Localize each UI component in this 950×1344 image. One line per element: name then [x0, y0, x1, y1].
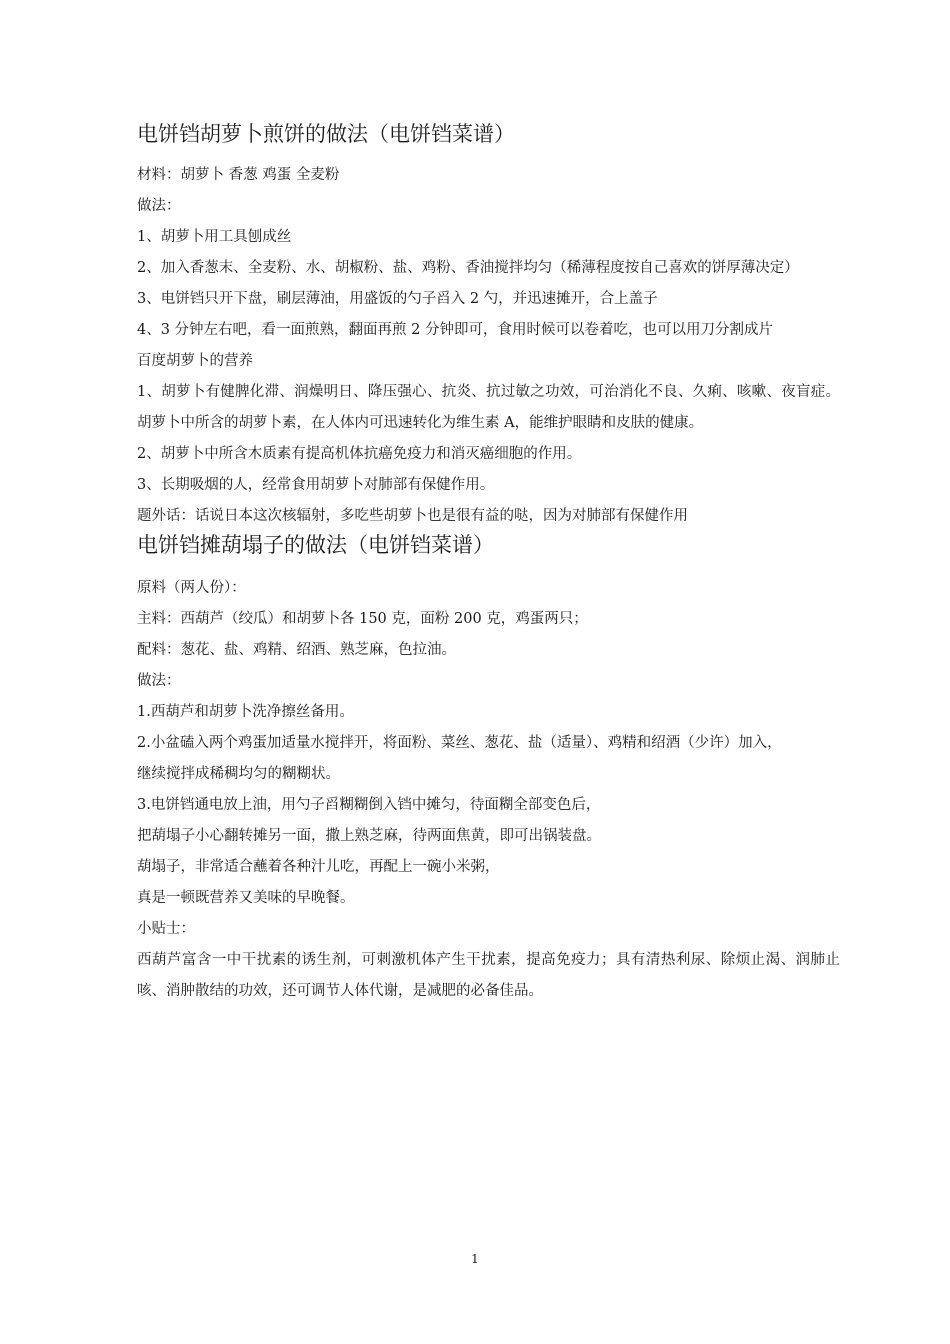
recipe2-line-6: 葫塌子，非常适合蘸着各种汁儿吃，再配上一碗小米粥， — [137, 859, 500, 875]
recipe1-title: 电饼铛胡萝卜煎饼的做法（电饼铛菜谱） — [137, 122, 515, 146]
recipe2-tips-label: 小贴士： — [137, 921, 195, 937]
page-number: 1 — [471, 1252, 479, 1266]
recipe2-line-2: 2.小盆磕入两个鸡蛋加适量水搅拌开，将面粉、菜丝、葱花、盐（适量）、鸡精和绍酒（少许）加入， — [137, 735, 782, 751]
recipe2-line-7: 真是一顿既营养又美味的早晚餐。 — [137, 890, 355, 906]
recipe2-main-ingredients: 主料：西葫芦（绞瓜）和胡萝卜各 150 克，面粉 200 克，鸡蛋两只； — [137, 611, 588, 627]
recipe2-ingredients-label: 原料（两人份）： — [137, 580, 246, 596]
recipe2-side-ingredients: 配料：葱花、盐、鸡精、绍酒、熟芝麻，色拉油。 — [137, 642, 456, 658]
recipe1-aside: 题外话：话说日本这次核辐射，多吃些胡萝卜也是很有益的哒，因为对肺部有保健作用 — [137, 508, 688, 524]
recipe1-step-1: 1、胡萝卜用工具刨成丝 — [137, 229, 292, 245]
recipe1-method-label: 做法： — [137, 198, 181, 214]
recipe2-method-label: 做法： — [137, 673, 181, 689]
recipe2-line-5: 把葫塌子小心翻转摊另一面，撒上熟芝麻，待两面焦黄，即可出锅装盘。 — [137, 828, 601, 844]
recipe1-step-3: 3、电饼铛只开下盘，刷层薄油，用盛饭的勺子舀入 2 勺，并迅速摊开，合上盖子 — [137, 291, 658, 307]
recipe2-line-1: 1.西葫芦和胡萝卜洗净擦丝备用。 — [137, 704, 354, 720]
recipe2-title: 电饼铛摊葫塌子的做法（电饼铛菜谱） — [137, 533, 494, 557]
recipe1-nutrition-2: 2、胡萝卜中所含木质素有提高机体抗癌免疫力和消灭癌细胞的作用。 — [137, 446, 582, 462]
recipe2-line-3: 继续搅拌成稀稠均匀的糊糊状。 — [137, 766, 340, 782]
recipe2-tips: 西葫芦富含一中干扰素的诱生剂，可刺激机体产生干扰素，提高免疫力；具有清热利尿、除烦止渴、润肺止咳、消肿散结的功效，还可调节人体代谢，是减肥的必备佳品。 — [137, 952, 840, 999]
recipe1-step-2: 2、加入香葱末、全麦粉、水、胡椒粉、盐、鸡粉、香油搅拌均匀（稀薄程度按自己喜欢的饼厚薄决定） — [137, 260, 799, 276]
document-body — [137, 116, 840, 1007]
recipe2-line-4: 3.电饼铛通电放上油，用勺子舀糊糊倒入铛中摊匀，待面糊全部变色后， — [137, 797, 601, 813]
recipe1-nutrition-1: 1、胡萝卜有健脾化滞、润燥明日、降压强心、抗炎、抗过敏之功效，可治消化不良、久痢、咳嗽、夜盲症。胡萝卜中所含的胡萝卜素，在人体内可迅速转化为维生素 A，能维护眼睛和皮肤的健康。 — [137, 384, 840, 431]
recipe1-nutrition-heading: 百度胡萝卜的营养 — [137, 353, 253, 369]
recipe1-nutrition-3: 3、长期吸烟的人，经常食用胡萝卜对肺部有保健作用。 — [137, 477, 495, 493]
recipe1-materials: 材料：胡萝卜 香葱 鸡蛋 全麦粉 — [137, 167, 340, 183]
recipe1-step-4: 4、3 分钟左右吧，看一面煎熟，翻面再煎 2 分钟即可，食用时候可以卷着吃，也可以用刀分割成片 — [137, 322, 773, 338]
